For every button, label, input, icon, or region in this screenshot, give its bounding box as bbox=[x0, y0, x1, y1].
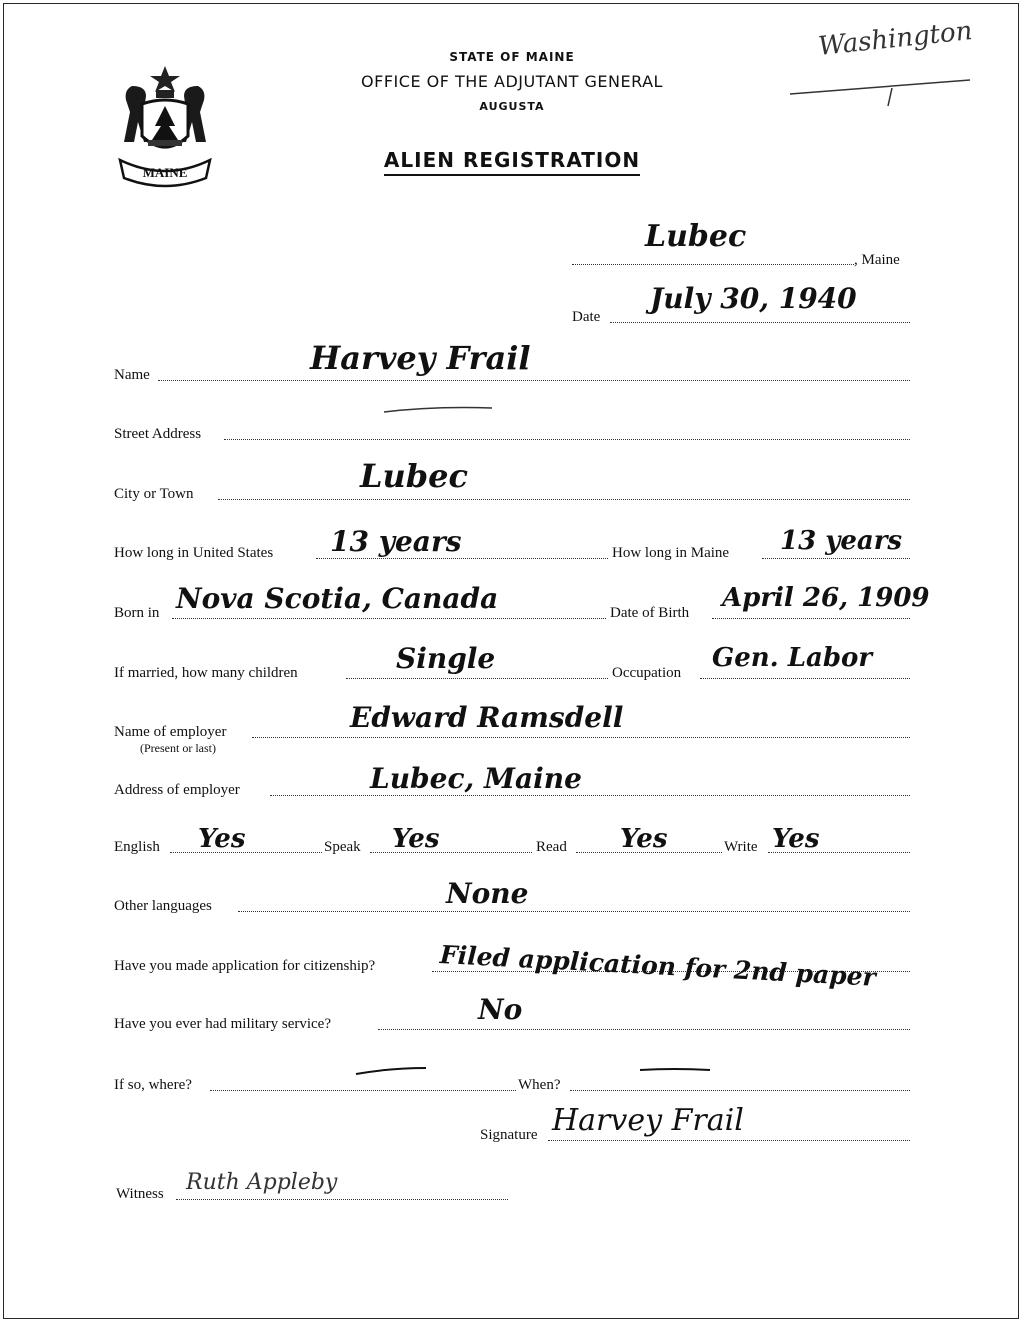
read-label: Read bbox=[536, 839, 567, 855]
when-label: When? bbox=[518, 1077, 561, 1093]
english-field-line[interactable] bbox=[170, 852, 322, 853]
form-title: ALIEN REGISTRATION bbox=[0, 148, 1024, 172]
employer-field-line[interactable] bbox=[252, 737, 910, 738]
city-label: City or Town bbox=[114, 486, 194, 502]
write-label: Write bbox=[724, 839, 758, 855]
signature-label: Signature bbox=[480, 1127, 538, 1143]
occupation-value: Gen. Labor bbox=[712, 643, 873, 673]
years-maine-field-line[interactable] bbox=[762, 558, 910, 559]
when-dash-mark bbox=[636, 1064, 716, 1076]
state-heading: STATE OF MAINE bbox=[449, 50, 575, 64]
military-label: Have you ever had military service? bbox=[114, 1016, 331, 1032]
born-in-field-line[interactable] bbox=[172, 618, 606, 619]
when-field-line[interactable] bbox=[570, 1090, 910, 1091]
employer-address-value: Lubec, Maine bbox=[370, 762, 582, 795]
born-in-label: Born in bbox=[114, 605, 160, 621]
occupation-field-line[interactable] bbox=[700, 678, 910, 679]
other-languages-label: Other languages bbox=[114, 898, 212, 914]
years-maine-value: 13 years bbox=[780, 526, 903, 556]
years-us-value: 13 years bbox=[330, 525, 462, 558]
name-value: Harvey Frail bbox=[310, 339, 531, 377]
office-heading: OFFICE OF THE ADJUTANT GENERAL bbox=[361, 72, 663, 91]
english-label: English bbox=[114, 839, 160, 855]
city-value: Lubec bbox=[360, 457, 468, 495]
signature-field-line[interactable] bbox=[548, 1140, 910, 1141]
write-value: Yes bbox=[772, 824, 820, 854]
military-field-line[interactable] bbox=[378, 1029, 910, 1030]
date-label: Date bbox=[572, 309, 601, 325]
speak-label: Speak bbox=[324, 839, 361, 855]
witness-field-line[interactable] bbox=[176, 1199, 508, 1200]
other-languages-field-line[interactable] bbox=[238, 911, 910, 912]
signature-value: Harvey Frail bbox=[552, 1103, 744, 1138]
date-value: July 30, 1940 bbox=[650, 282, 857, 315]
birth-date-value: April 26, 1909 bbox=[722, 583, 930, 613]
children-value: Single bbox=[396, 642, 496, 675]
witness-value: Ruth Appleby bbox=[186, 1170, 338, 1195]
read-value: Yes bbox=[620, 824, 668, 854]
employer-value: Edward Ramsdell bbox=[350, 701, 624, 734]
where-field-line[interactable] bbox=[210, 1090, 516, 1091]
where-label: If so, where? bbox=[114, 1077, 192, 1093]
witness-label: Witness bbox=[116, 1186, 164, 1202]
city-field-line[interactable] bbox=[218, 499, 910, 500]
town-label: , Maine bbox=[854, 252, 900, 268]
employer-label: Name of employer bbox=[114, 724, 227, 740]
city-heading: AUGUSTA bbox=[479, 100, 545, 113]
children-field-line[interactable] bbox=[346, 678, 608, 679]
street-address-field-line[interactable] bbox=[224, 439, 910, 440]
years-maine-label: How long in Maine bbox=[612, 545, 730, 561]
military-value: No bbox=[478, 993, 523, 1026]
children-label: If married, how many children bbox=[114, 665, 298, 681]
date-field-line[interactable] bbox=[610, 322, 910, 323]
street-address-label: Street Address bbox=[114, 426, 202, 442]
town-field-line[interactable] bbox=[572, 264, 854, 265]
seal-banner-text: MAINE bbox=[142, 165, 188, 180]
employer-sublabel: (Present or last) bbox=[140, 741, 216, 755]
other-languages-value: None bbox=[446, 877, 529, 910]
employer-address-field-line[interactable] bbox=[270, 795, 910, 796]
citizenship-value: Filed application for 2nd paper bbox=[439, 940, 877, 992]
employer-address-label: Address of employer bbox=[114, 782, 240, 798]
years-us-label: How long in United States bbox=[114, 545, 274, 561]
name-underline-mark bbox=[380, 404, 500, 416]
years-us-field-line[interactable] bbox=[316, 558, 608, 559]
name-label: Name bbox=[114, 367, 150, 383]
town-value: Lubec bbox=[645, 219, 747, 254]
birth-date-field-line[interactable] bbox=[712, 618, 910, 619]
name-field-line[interactable] bbox=[158, 380, 910, 381]
citizenship-label: Have you made application for citizenship? bbox=[114, 958, 376, 974]
born-in-value: Nova Scotia, Canada bbox=[176, 582, 499, 615]
speak-value: Yes bbox=[392, 824, 440, 854]
birth-date-label: Date of Birth bbox=[610, 605, 690, 621]
occupation-label: Occupation bbox=[612, 665, 682, 681]
corner-note-washington: Washington bbox=[816, 16, 974, 62]
where-dash-mark bbox=[352, 1066, 432, 1078]
english-value: Yes bbox=[198, 824, 246, 854]
